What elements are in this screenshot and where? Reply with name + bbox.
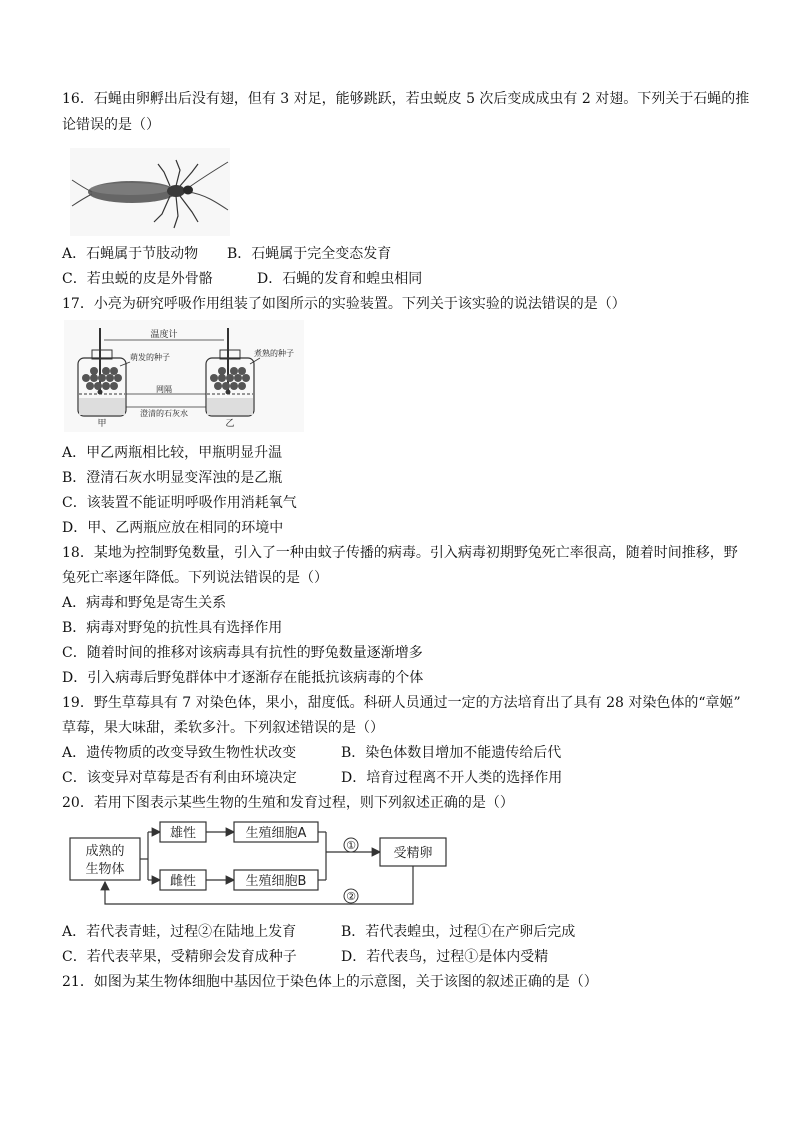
stonefly-icon [70,148,230,236]
reproduction-flow-diagram [68,818,452,910]
q18-option-a[interactable]: A．病毒和野兔是寄生关系 [62,595,227,611]
q21-stem: 21．如图为某生物体细胞中基因位于染色体上的示意图，关于该图的叙述正确的是（） [62,974,598,990]
q20-option-a[interactable]: A．若代表青蛙，过程②在陆地上发育 [62,924,297,940]
q19-option-c[interactable]: C．该变异对草莓是否有利由环境决定 [62,770,297,786]
q19-stem-line2: 草莓，果大味甜，柔软多汁。下列叙述错误的是（） [62,720,384,736]
gamete-b-label: 生殖细胞B [245,874,307,889]
step-2-label: ② [346,890,356,903]
stonefly-figure [70,148,230,236]
q18-option-d[interactable]: D．引入病毒后野兔群体中才逐渐存在能抵抗该病毒的个体 [62,670,424,686]
q20-option-d[interactable]: D．若代表鸟，过程①是体内受精 [341,949,549,965]
q16-option-b[interactable]: B．石蝇属于完全变态发育 [227,246,392,262]
q18-stem-line2: 兔死亡率逐年降低。下列说法错误的是（） [62,570,328,586]
q16-option-d[interactable]: D．石蝇的发育和蝗虫相同 [257,271,423,287]
q17-option-b[interactable]: B．澄清石灰水明显变浑浊的是乙瓶 [62,470,283,486]
q19-options-row2 [62,768,562,788]
gamete-a-label: 生殖细胞A [245,826,307,841]
q19-option-b[interactable]: B．染色体数目增加不能遗传给后代 [341,745,562,761]
q16-options-row1 [62,244,391,264]
step-1-label: ① [346,839,356,852]
respiration-apparatus-figure [64,320,304,432]
male-label: 雄性 [169,826,197,841]
q16-options-row2 [62,269,422,289]
q16-stem-line1: 16．石蝇由卵孵出后没有翅，但有 3 对足，能够跳跃，若虫蜕皮 5 次后变成成虫有 2 对翅。下列关于石蝇的推 [62,91,750,107]
q17-option-d[interactable]: D．甲、乙两瓶应放在相同的环境中 [62,520,284,536]
jar-a-label: 甲 [97,419,107,429]
q18-option-c[interactable]: C．随着时间的推移对该病毒具有抗性的野兔数量逐渐增多 [62,645,423,661]
q20-options-row1 [62,922,575,942]
q17-stem: 17．小亮为研究呼吸作用组装了如图所示的实验装置。下列关于该实验的说法错误的是（） [62,296,626,312]
female-label: 雌性 [169,874,197,889]
jar-b-label: 乙 [225,419,235,429]
limewater-label: 澄清的石灰水 [140,409,188,418]
q16-option-c[interactable]: C．若虫蜕的皮是外骨骼 [62,271,213,287]
q19-stem-line1: 19．野生草莓具有 7 对染色体，果小，甜度低。科研人员通过一定的方法培育出了具有 28 对染色体的“章姬” [62,695,741,711]
q17-option-c[interactable]: C．该装置不能证明呼吸作用消耗氧气 [62,495,297,511]
thermometer-label: 温度计 [150,330,178,340]
q16-stem-line2: 论错误的是（） [62,117,160,133]
q19-option-d[interactable]: D．培育过程离不开人类的选择作用 [341,770,563,786]
q20-option-c[interactable]: C．若代表苹果，受精卵会发育成种子 [62,949,297,965]
organism-label-line2: 生物体 [85,862,125,877]
q19-option-a[interactable]: A．遗传物质的改变导致生物性状改变 [62,745,297,761]
organism-label-line1: 成熟的 [85,844,125,859]
q18-option-b[interactable]: B．病毒对野兔的抗性具有选择作用 [62,620,283,636]
q18-stem-line1: 18．某地为控制野兔数量，引入了一种由蚊子传播的病毒。引入病毒初期野兔死亡率很高，随着时间推移，野 [62,545,738,561]
mesh-label: 网隔 [156,385,172,394]
zygote-label: 受精卵 [393,846,433,861]
q20-stem: 20．若用下图表示某些生物的生殖和发育过程，则下列叙述正确的是（） [62,795,514,811]
q20-option-b[interactable]: B．若代表蝗虫，过程①在产卵后完成 [341,924,576,940]
cooked-seeds-label: 煮熟的种子 [254,349,294,358]
sprouting-seeds-label: 萌发的种子 [130,353,170,362]
q16-option-a[interactable]: A．石蝇属于节肢动物 [62,246,199,262]
q19-options-row1 [62,743,561,763]
q17-option-a[interactable]: A．甲乙两瓶相比较，甲瓶明显升温 [62,445,283,461]
q20-options-row2 [62,947,548,967]
